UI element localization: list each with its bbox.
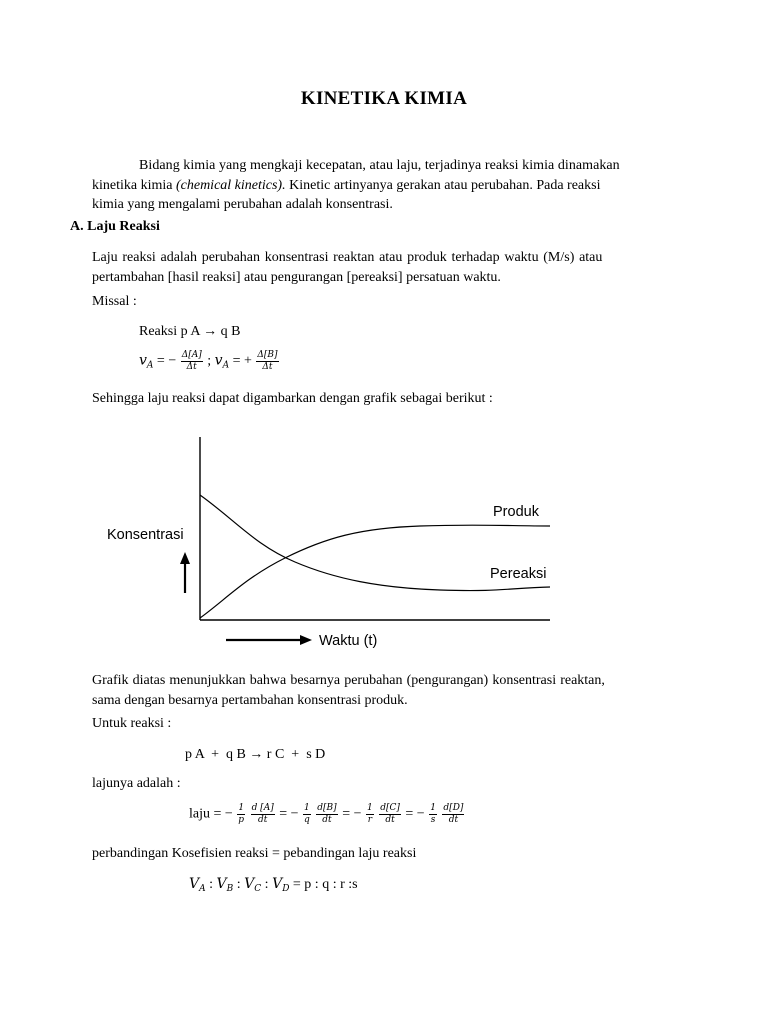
x-arrow (226, 635, 312, 645)
graph-explanation (92, 671, 674, 710)
coef-frac-r-den: r (367, 815, 372, 825)
definition-line-2: pertambahan [hasil reaksi] atau pengurangan [pereaksi] persatuan waktu. (92, 269, 501, 285)
deriv-frac-d-den: dt (448, 815, 459, 825)
ratio-vd: V (272, 876, 283, 892)
deriv-frac-d-num: d[D] (443, 803, 464, 813)
y-arrow (180, 552, 190, 593)
x-axis-label: Waktu (t) (319, 633, 378, 649)
perbandingan-text: perbandingan Kosefisien reaksi = pebandingan laju reaksi (92, 846, 417, 861)
deriv-frac-c-den: dt (385, 815, 395, 825)
ratio-va: V (189, 876, 200, 892)
graph-intro: Sehingga laju reaksi dapat digambarkan dengan grafik sebagai berikut : (92, 391, 493, 406)
deriv-frac-b-num: d[B] (317, 803, 337, 813)
coef-frac-s-num: 1 (430, 803, 436, 813)
intro-line-2-start: kinetika kimia (92, 177, 176, 193)
rate-fraction-2-num: Δ[B] (257, 350, 278, 360)
ratio-vc-sub: C (254, 884, 262, 894)
intro-line-2-end: Kinetic artinyanya gerakan atau perubahan. Pada reaksi (285, 177, 601, 193)
intro-line-1: Bidang kimia yang mengkaji kecepatan, atau laju, terjadinya reaksi kimia dinamakan (139, 158, 620, 173)
deriv-frac-d (442, 803, 464, 826)
coef-frac-r-num: 1 (366, 803, 373, 813)
missal-label: Missal : (92, 294, 137, 309)
y-arrow-head (180, 552, 190, 564)
coef-frac-s (429, 803, 437, 826)
ratio-vd-sub: D (282, 884, 290, 894)
general-reaction: p A + q B → r C + s D (185, 747, 326, 762)
deriv-frac-c-num: d[C] (380, 803, 400, 813)
deriv-frac-b-den: dt (322, 815, 332, 825)
laju-eq-4: = − (401, 806, 425, 822)
deriv-frac-a-den: dt (257, 815, 268, 825)
y-axis-label: Konsentrasi (107, 527, 184, 543)
coef-frac-q (303, 803, 311, 826)
untuk-reaksi-label: Untuk reaksi : (92, 716, 172, 731)
rate-equals-2: = + (229, 353, 252, 369)
section-a-heading: A. Laju Reaksi (70, 219, 160, 234)
reaction-example: Reaksi p A → q B (139, 324, 241, 339)
chemical-kinetics-term: (chemical kinetics). (175, 177, 286, 193)
produk-label: Produk (493, 504, 539, 520)
laju-eq-3: = − (338, 806, 362, 822)
rate-subscript-1: A (146, 360, 154, 371)
intro-line-3: kimia yang mengalami perubahan adalah konsentrasi. (92, 197, 393, 212)
coef-frac-r (366, 803, 374, 826)
ratio-va-sub: A (199, 884, 206, 894)
x-arrow-head (300, 635, 312, 645)
ratio-vc: V (244, 876, 255, 892)
ratio-vb-sub: B (226, 884, 234, 894)
coef-frac-p-num: 1 (238, 803, 245, 813)
lajunya-label: lajunya adalah : (92, 776, 181, 791)
rate-separator: ; (203, 353, 215, 369)
ratio-rhs: = p : q : r :s (289, 877, 358, 892)
rate-subscript-2: A (222, 360, 230, 371)
rate-fraction-1-num: Δ[A] (181, 350, 202, 360)
coef-frac-s-den: s (430, 815, 436, 825)
coef-frac-p-den: p (238, 815, 245, 825)
graph-axes (200, 437, 550, 620)
definition-line-1: Laju reaksi adalah perubahan konsentrasi reaktan atau produk terhadap waktu (M/s) atau (92, 250, 603, 265)
rate-symbol-1: v (139, 352, 147, 369)
rate-law-equation (189, 803, 465, 833)
laju-eq-2: = − (275, 806, 299, 822)
ratio-vb: V (216, 876, 227, 892)
coef-frac-q-num: 1 (304, 803, 310, 813)
laju-lead: laju = − (189, 806, 233, 822)
rate-fraction-1-den: Δt (186, 362, 197, 372)
deriv-frac-a-num: d [A] (251, 803, 274, 813)
rate-equals-1: = − (153, 353, 177, 369)
explanation-line-1: Grafik diatas menunjukkan bahwa besarnya perubahan (pengurangan) konsentrasi reaktan, (92, 673, 605, 688)
deriv-frac-a (251, 803, 275, 826)
deriv-frac-b (316, 803, 337, 826)
deriv-frac-c (379, 803, 401, 826)
pereaksi-label: Pereaksi (490, 566, 547, 582)
rate-fraction-2-den: Δt (262, 362, 273, 372)
coef-frac-q-den: q (304, 815, 310, 825)
page-title: KINETIKA KIMIA (300, 88, 468, 109)
explanation-line-2: sama dengan besarnya pertambahan konsentrasi produk. (92, 692, 408, 708)
rate-ratio: $V_A$ : $V_B$ : $V_C$ : $V_D = p$ : q : r :s (189, 876, 358, 894)
coef-frac-p (237, 803, 245, 826)
rate-symbol-2: v (214, 352, 223, 369)
